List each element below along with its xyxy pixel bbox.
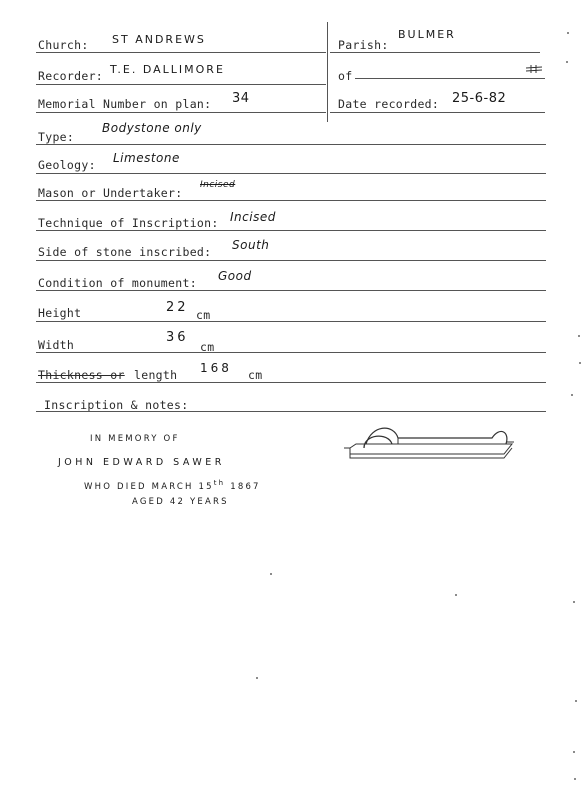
- condition-rule: [36, 290, 546, 291]
- parish-label: Parish:: [338, 38, 389, 52]
- technique-rule: [36, 230, 546, 231]
- inscription-line-3-text: WHO DIED MARCH 15: [84, 481, 214, 492]
- memorial-rule: [36, 112, 326, 113]
- parish-value: BULMER: [398, 28, 456, 41]
- recorder-rule: [36, 84, 326, 85]
- geology-label: Geology:: [38, 158, 96, 172]
- length-label: length: [134, 368, 178, 382]
- date-value: 25-6-82: [452, 91, 507, 106]
- inscription-line-2: JOHN EDWARD SAWER: [58, 457, 225, 468]
- height-rule: [36, 321, 546, 322]
- of-rule: [355, 78, 545, 79]
- church-value: ST ANDREWS: [112, 33, 206, 46]
- scan-speck: [578, 335, 580, 337]
- inscription-line-3-year: 1867: [230, 481, 261, 492]
- type-label: Type:: [38, 130, 75, 144]
- inscription-line-3: [84, 479, 261, 492]
- inscription-line-4: AGED 42 YEARS: [132, 497, 229, 507]
- scan-speck: [256, 677, 258, 679]
- thickness-label-struck: Thickness or: [38, 368, 125, 382]
- technique-label: Technique of Inscription:: [38, 216, 219, 230]
- scan-speck: [574, 778, 576, 780]
- memorial-label: Memorial Number on plan:: [38, 97, 212, 111]
- date-label: Date recorded:: [338, 97, 440, 111]
- width-rule: [36, 352, 546, 353]
- mason-value-struck: Incised: [200, 180, 236, 190]
- type-rule: [36, 144, 546, 145]
- mason-label: Mason or Undertaker:: [38, 186, 183, 200]
- church-label: Church:: [38, 38, 89, 52]
- inscription-line-1: IN MEMORY OF: [90, 434, 180, 444]
- height-unit: cm: [196, 308, 211, 322]
- scan-speck: [455, 594, 457, 596]
- scan-speck: [567, 32, 569, 34]
- side-value: South: [232, 238, 270, 252]
- inscription-label: Inscription & notes:: [44, 398, 189, 412]
- condition-value: Good: [218, 269, 252, 283]
- condition-label: Condition of monument:: [38, 276, 197, 290]
- date-rule: [330, 112, 545, 113]
- scribble-mark-icon: [524, 64, 544, 74]
- inscription-rule: [36, 411, 546, 412]
- scan-speck: [573, 751, 575, 753]
- technique-value: Incised: [230, 210, 276, 224]
- side-label: Side of stone inscribed:: [38, 245, 212, 259]
- geology-value: Limestone: [113, 151, 180, 165]
- memorial-value: 34: [232, 91, 250, 106]
- height-label: Height: [38, 306, 82, 320]
- scan-speck: [573, 601, 575, 603]
- scan-speck: [571, 394, 573, 396]
- width-label: Width: [38, 338, 75, 352]
- column-divider: [327, 22, 328, 122]
- scan-speck: [566, 61, 568, 63]
- mason-rule: [36, 200, 546, 201]
- church-rule: [36, 52, 326, 53]
- length-rule: [36, 382, 546, 383]
- geology-rule: [36, 173, 546, 174]
- scan-speck: [575, 700, 577, 702]
- width-value: 36: [166, 330, 189, 345]
- length-value: 168: [200, 361, 232, 375]
- scan-speck: [270, 573, 272, 575]
- of-label: of: [338, 69, 353, 83]
- width-unit: cm: [200, 340, 215, 354]
- side-rule: [36, 260, 546, 261]
- recorder-value: T.E. DALLIMORE: [110, 63, 225, 76]
- height-value: 22: [166, 300, 189, 315]
- scan-speck: [579, 362, 581, 364]
- recorder-label: Recorder:: [38, 69, 104, 83]
- type-value: Bodystone only: [102, 121, 202, 135]
- inscription-line-3-sup: th: [213, 479, 226, 487]
- length-unit: cm: [248, 368, 263, 382]
- parish-rule: [330, 52, 540, 53]
- bodystone-sketch: [342, 418, 518, 466]
